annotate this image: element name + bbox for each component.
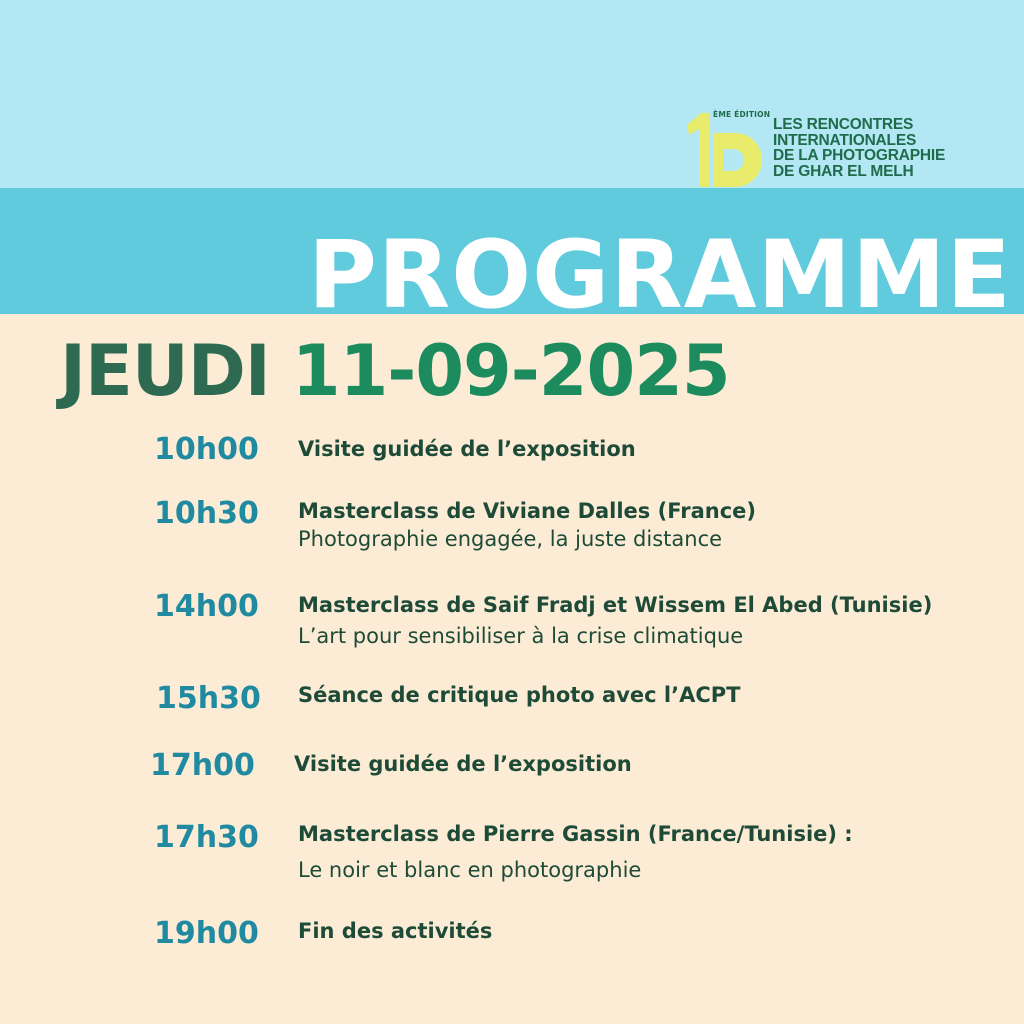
event-time: 14h00 — [154, 589, 259, 624]
festival-name-line: INTERNATIONALES — [773, 131, 917, 149]
edition-label: ÈME ÉDITION — [713, 110, 771, 119]
event-title: Visite guidée de l’exposition — [294, 752, 632, 776]
event-time: 15h30 — [156, 681, 261, 716]
event-time: 17h30 — [154, 820, 259, 855]
festival-logo — [683, 103, 983, 195]
day-heading — [60, 330, 730, 412]
event-subtitle: L’art pour sensibiliser à la crise climatique — [298, 624, 744, 648]
event-subtitle: Le noir et blanc en photographie — [298, 858, 642, 882]
festival-name-line: DE GHAR EL MELH — [773, 162, 914, 180]
event-subtitle: Photographie engagée, la juste distance — [298, 527, 723, 551]
event-time: 17h00 — [150, 748, 255, 783]
event-title: Séance de critique photo avec l’ACPT — [298, 683, 741, 707]
event-time: 10h30 — [154, 496, 259, 531]
festival-name-line: LES RENCONTRES — [773, 116, 914, 133]
event-time: 19h00 — [154, 916, 259, 951]
event-title: Masterclass de Pierre Gassin (France/Tunisie) : — [298, 822, 853, 846]
festival-name-line: DE LA PHOTOGRAPHIE — [773, 147, 946, 164]
event-title: Masterclass de Viviane Dalles (France) — [298, 499, 756, 523]
festival-name — [773, 117, 945, 179]
event-title: Fin des activités — [298, 919, 493, 943]
day-date: 11-09-2025 — [291, 330, 730, 412]
event-title: Masterclass de Saif Fradj et Wissem El Abed (Tunisie) — [298, 593, 933, 617]
event-time: 10h00 — [154, 432, 259, 467]
event-title: Visite guidée de l’exposition — [298, 437, 636, 461]
day-name: JEUDI — [60, 330, 270, 412]
programme-title: PROGRAMME — [308, 221, 1012, 330]
